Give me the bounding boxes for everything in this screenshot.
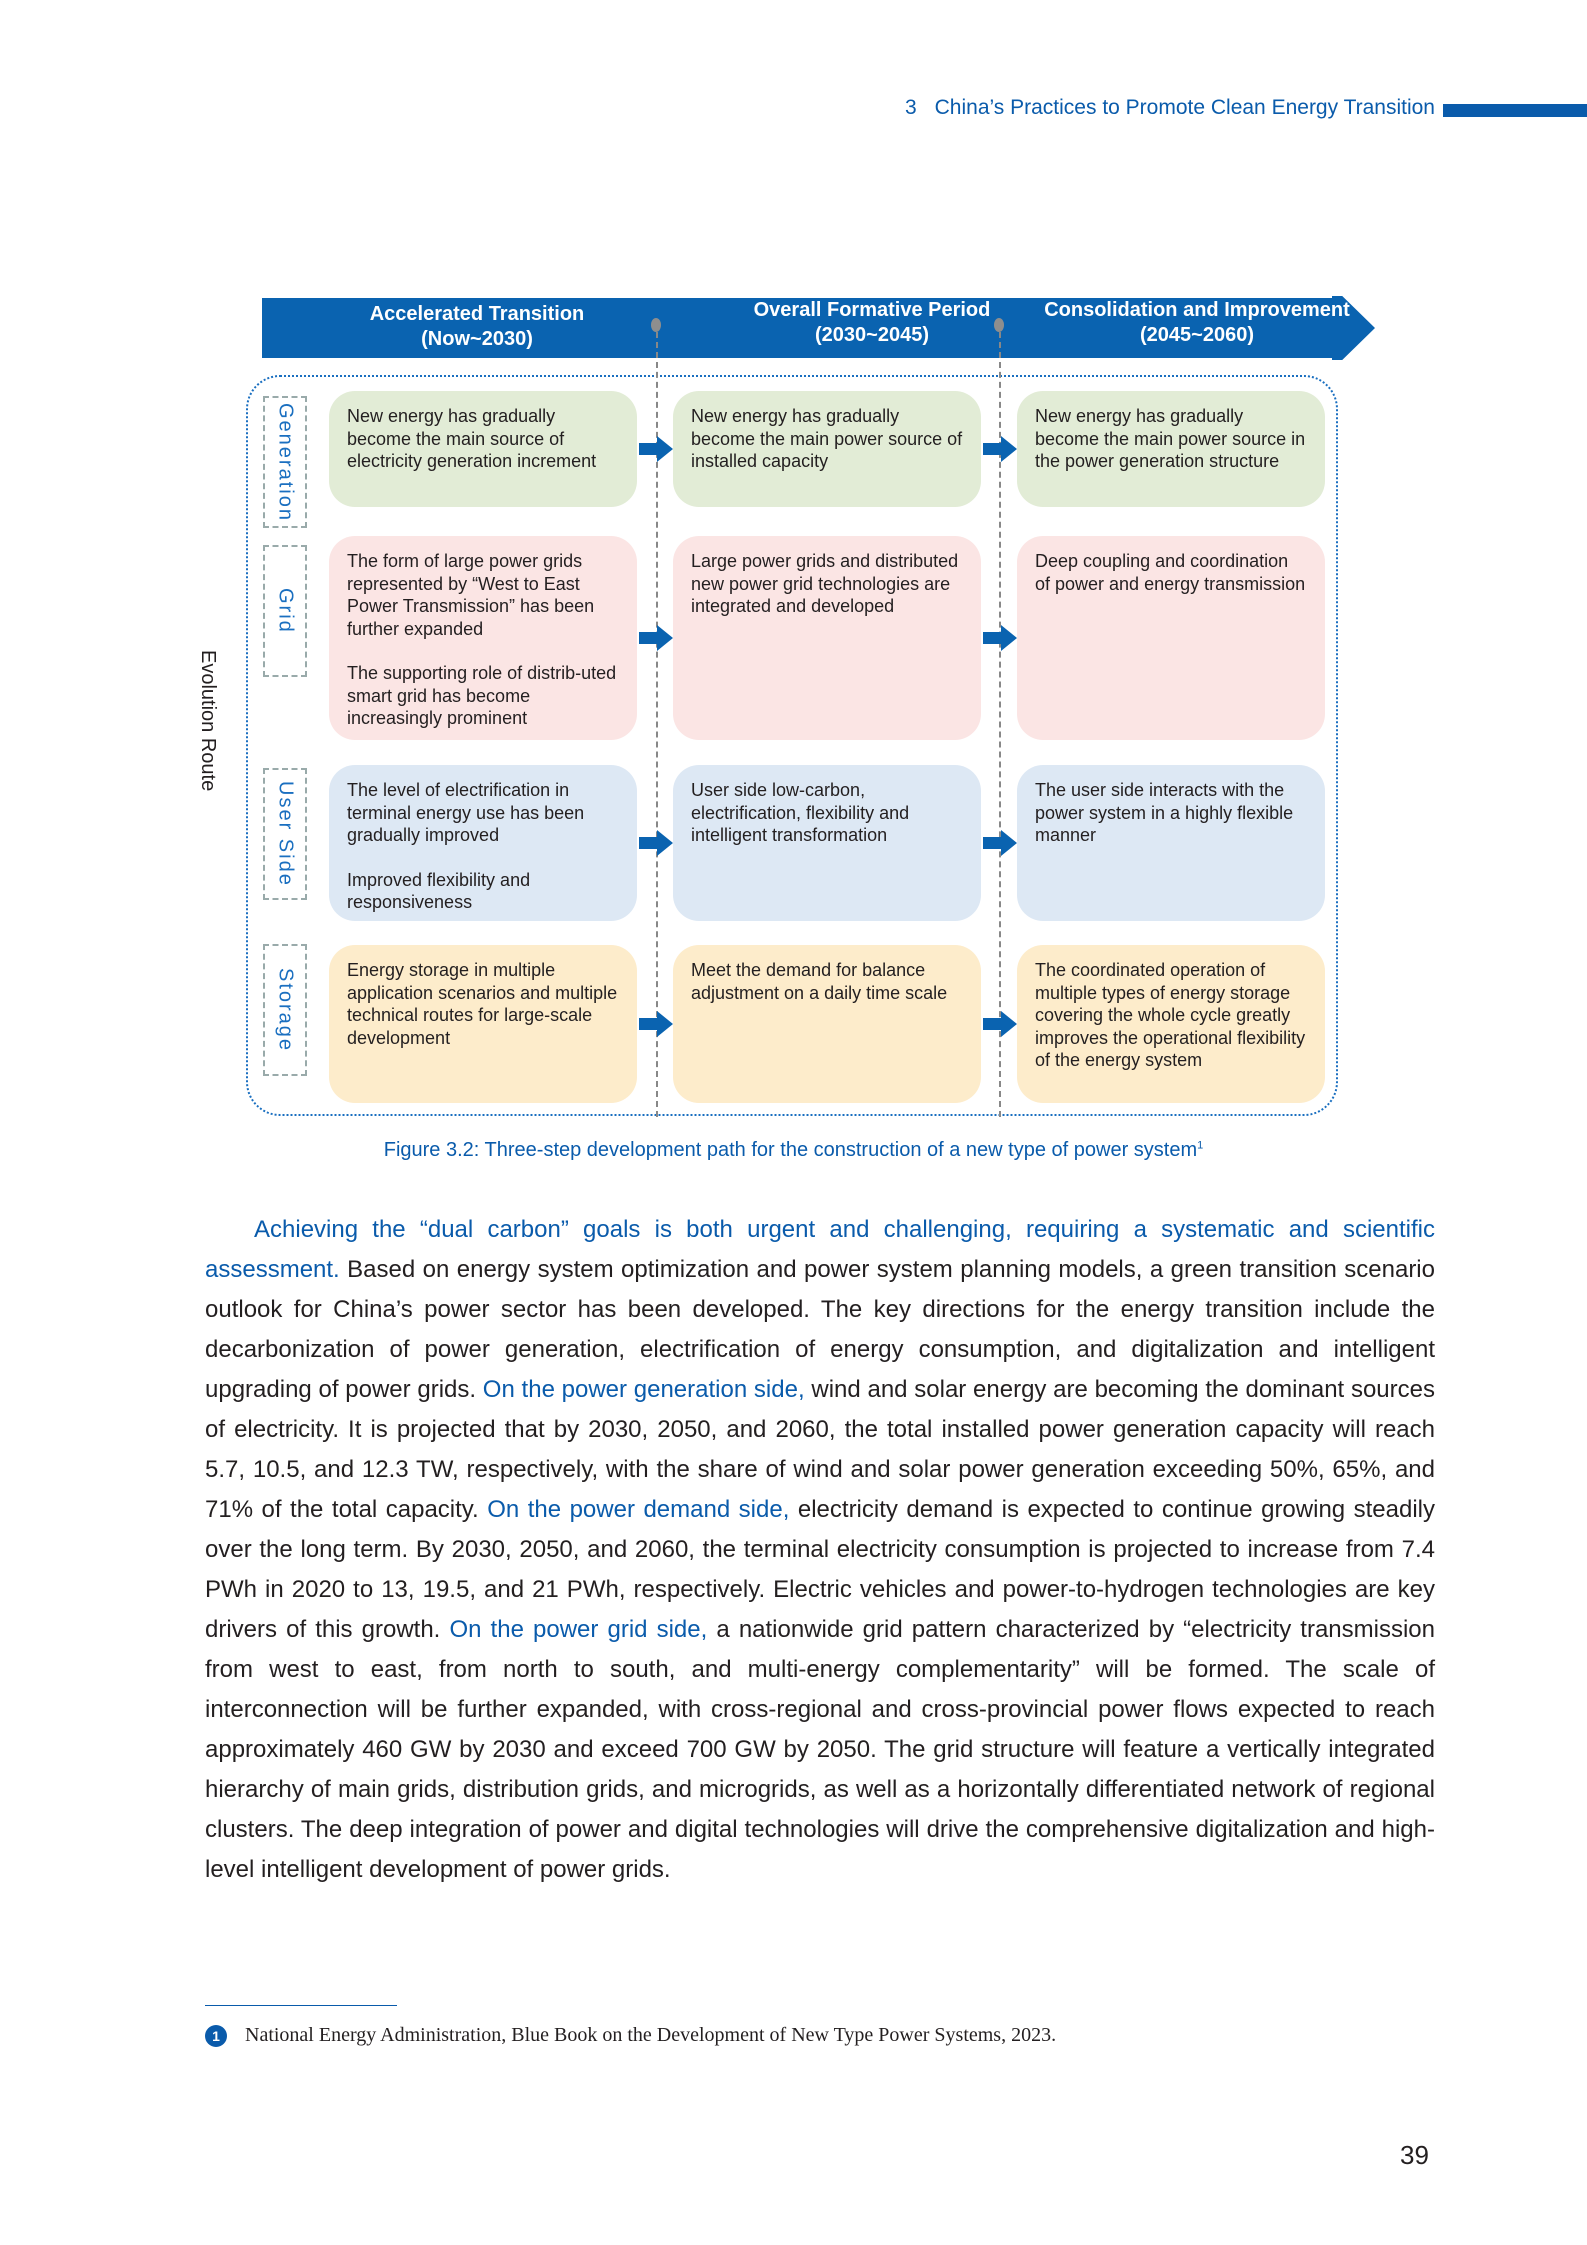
cell-storage-phase-3	[1017, 945, 1325, 1103]
cell-user-side-phase-3	[1017, 765, 1325, 921]
highlight-text: On the power demand side,	[487, 1496, 790, 1523]
cell-storage-phase-2	[673, 945, 981, 1103]
cell-storage-phase-1	[329, 945, 637, 1103]
right-arrow-icon	[639, 625, 673, 651]
cell-text: New energy has gradually become the main power source of installed capacity	[691, 406, 963, 471]
evolution-route-label: Evolution Route	[197, 650, 219, 792]
cell-text: The user side interacts with the power system in a highly flexible manner	[1035, 780, 1294, 845]
cell-grid-phase-1	[329, 536, 637, 740]
footnote-number-badge: 1	[205, 2025, 227, 2047]
cell-text: Energy storage in multiple application scenarios and multiple technical routes for large-scale development	[347, 960, 618, 1048]
chapter-number: 3	[904, 96, 917, 119]
phase-1-title: Accelerated Transition	[369, 303, 585, 325]
footnote-ref[interactable]: 1	[1197, 1139, 1204, 1152]
caption-text: Figure 3.2: Three-step development path for the construction of a new type of power system	[383, 1139, 1198, 1161]
phase-1	[262, 302, 692, 352]
row-label-storage	[263, 944, 307, 1076]
header-accent-bar	[1443, 104, 1587, 117]
cell-user-side-phase-1	[329, 765, 637, 921]
phase-marker-pin-2	[994, 318, 1004, 332]
cell-text: The supporting role of distrib-uted smart grid has become increasingly prominent	[347, 663, 617, 728]
right-arrow-icon	[639, 436, 673, 462]
cell-grid-phase-3	[1017, 536, 1325, 740]
row-label-user-side	[263, 768, 307, 900]
right-arrow-icon	[983, 436, 1017, 462]
chapter-title: China’s Practices to Promote Clean Energy Transition	[934, 96, 1435, 119]
page-number: 39	[1400, 2140, 1429, 2170]
phase-3	[1002, 298, 1392, 348]
phase-1-period: (Now~2030)	[421, 328, 533, 350]
cell-generation-phase-1	[329, 391, 637, 507]
phase-3-period: (2045~2060)	[1140, 324, 1254, 346]
row-label-text: Grid	[274, 588, 297, 634]
cell-generation-phase-2	[673, 391, 981, 507]
body-text: electricity demand is expected to continue growing steadily over the long term. By 2030, 2050, and 2060, the terminal electricity consumption is projected to increase from 7.4 PWh in 2020 to 13, 19.5, and 21 PWh, respectively. Electric vehicles and power-to-hydrogen technologies are key drivers of this growth.	[205, 1496, 1436, 1643]
highlight-text: On the power grid side,	[449, 1616, 708, 1643]
highlight-text: Achieving the “dual carbon” goals is both urgent and challenging, requiring a systematic and scientific assessment.	[205, 1216, 1435, 1283]
phase-3-title: Consolidation and Improvement	[1044, 299, 1350, 321]
highlight-text: On the power generation side,	[482, 1376, 805, 1403]
cell-text: Large power grids and distributed new power grid technologies are integrated and developed	[691, 551, 959, 616]
running-header	[880, 96, 1435, 120]
cell-text: Deep coupling and coordination of power and energy transmission	[1035, 551, 1306, 594]
right-arrow-icon	[639, 1011, 673, 1037]
cell-text: New energy has gradually become the main power source in the power generation structure	[1035, 406, 1306, 471]
row-label-text: Generation	[274, 402, 297, 522]
right-arrow-icon	[983, 1011, 1017, 1037]
phase-marker-pin-1	[651, 318, 661, 332]
right-arrow-icon	[639, 830, 673, 856]
cell-text: The level of electrification in terminal energy use has been gradually improved	[347, 780, 585, 845]
cell-text: The coordinated operation of multiple types of energy storage covering the whole cycle greatly improves the operational flexibility of the energy system	[1035, 960, 1306, 1070]
footnote-divider	[205, 2005, 397, 2006]
cell-user-side-phase-2	[673, 765, 981, 921]
cell-grid-phase-2	[673, 536, 981, 740]
right-arrow-icon	[983, 625, 1017, 651]
cell-generation-phase-3	[1017, 391, 1325, 507]
right-arrow-icon	[983, 830, 1017, 856]
body-paragraph	[205, 1210, 1435, 1890]
footnote	[205, 2024, 1056, 2047]
figure-caption	[0, 1139, 1587, 1162]
body-text: wind and solar energy are becoming the dominant sources of electricity. It is projected that by 2030, 2050, and 2060, the total installed power generation capacity will reach 5.7, 10.5, and 12.3 TW, respectively, with the share of wind and solar power generation exceeding 50%, 65%, and 71% of the total capacity.	[205, 1376, 1435, 1523]
row-label-text: Storage	[274, 967, 297, 1053]
phase-2-title: Overall Formative Period	[753, 299, 991, 321]
cell-text: User side low-carbon, electrification, flexibility and intelligent transformation	[691, 780, 910, 845]
cell-text: Meet the demand for balance adjustment on a daily time scale	[691, 960, 948, 1003]
row-label-text: User Side	[274, 781, 297, 887]
body-text: Based on energy system optimization and power system planning models, a green transition scenario outlook for China’s power sector has been developed. The key directions for the energy transition include the decarbonization of power generation, electrification of energy consumption, and digitalization and intelligent upgrading of power grids.	[205, 1256, 1435, 1403]
cell-text: The form of large power grids represented by “West to East Power Transmission” has been further expanded	[347, 551, 595, 639]
phase-2-period: (2030~2045)	[815, 324, 929, 346]
body-text: a nationwide grid pattern characterized by “electricity transmission from west to east, from north to south, and multi-energy complementarity” will be formed. The scale of interconnection will be further expanded, with cross-regional and cross-provincial power flows expected to reach approximately 460 GW by 2030 and exceed 700 GW by 2050. The grid structure will feature a vertically integrated hierarchy of main grids, distribution grids, and microgrids, as well as a horizontally differentiated network of regional clusters. The deep integration of power and digital technologies will drive the comprehensive digitalization and high-level intelligent development of power grids.	[205, 1616, 1435, 1883]
row-label-generation	[263, 396, 307, 528]
phase-banner-arrow	[262, 296, 1375, 360]
footnote-text: National Energy Administration, Blue Book on the Development of New Type Power Systems, 2023.	[245, 2024, 1057, 2046]
cell-text: New energy has gradually become the main source of electricity generation increment	[347, 406, 597, 471]
cell-text: Improved flexibility and responsiveness	[347, 869, 531, 912]
row-label-grid	[263, 545, 307, 677]
